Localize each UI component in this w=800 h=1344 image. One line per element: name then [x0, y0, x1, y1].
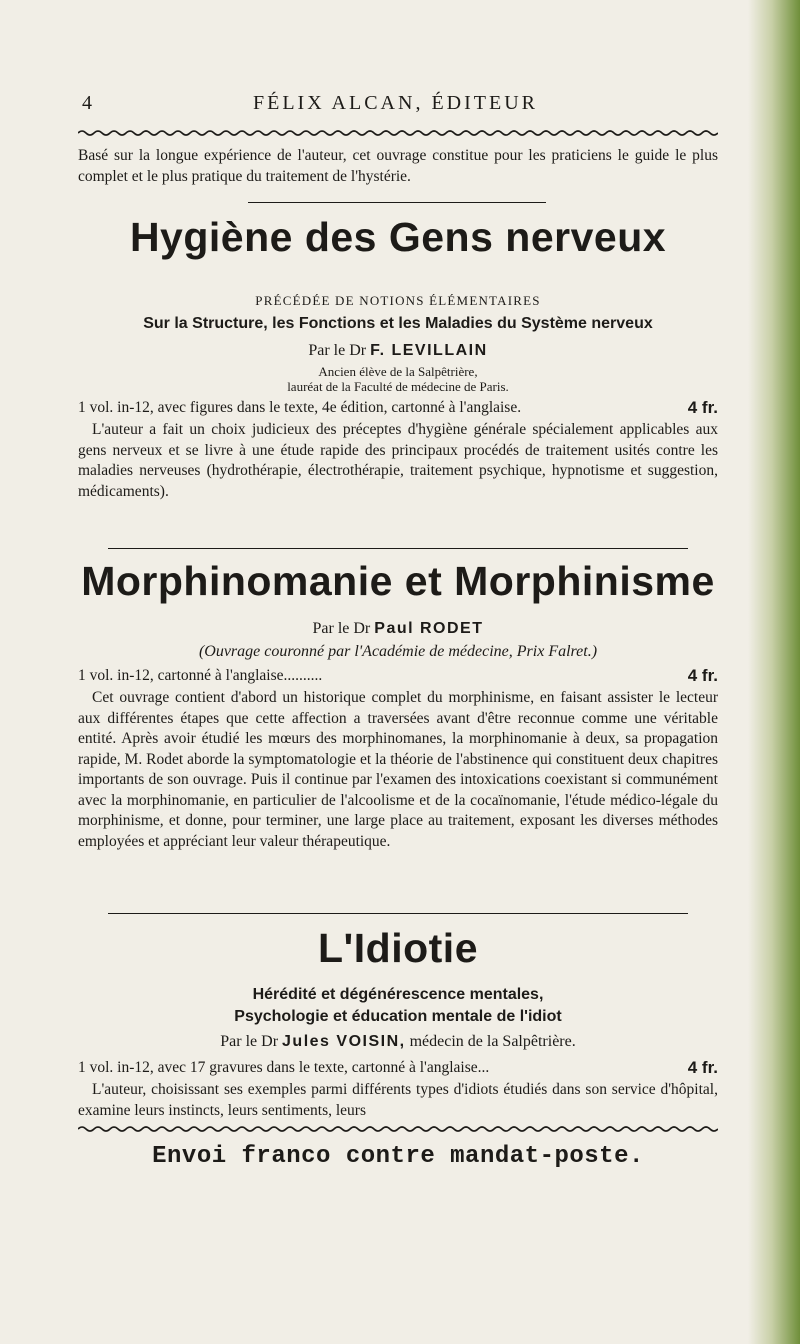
- book2-author-name: Paul RODET: [374, 620, 484, 637]
- book1-description: L'auteur a fait un choix judicieux des préceptes d'hygiène générale spécialement applicables aux gens nerveux et se livre à une étude rapide des principaux procédés de traitement usités contre les maladies nerveuses (hydrothérapie, électrothérapie, traitement psychique, hypnotisme et suggestion, médicaments).: [78, 421, 718, 500]
- book1-edition: 1 vol. in-12, avec figures dans le texte, 4e édition, cartonné à l'anglaise.: [78, 399, 522, 416]
- book2-award: (Ouvrage couronné par l'Académie de médecine, Prix Falret.): [198, 643, 598, 660]
- book3-author: [78, 1033, 718, 1051]
- publisher-name: FÉLIX ALCAN, ÉDITEUR: [253, 92, 538, 114]
- book1-title: Hygiène des Gens nerveux: [129, 214, 667, 260]
- book1-edition-line: [78, 398, 718, 419]
- book3-author-prefix: Par le Dr: [220, 1033, 279, 1050]
- book3-author-suffix: médecin de la Salpêtrière.: [409, 1033, 576, 1050]
- book2-title: Morphinomanie et Morphinisme: [81, 558, 715, 604]
- book1-author: [78, 342, 718, 360]
- book3-price: 4 fr.: [687, 1058, 718, 1077]
- divider-1: [248, 202, 546, 203]
- book1-author-name: F. LEVILLAIN: [370, 342, 488, 359]
- book2-description: Cet ouvrage contient d'abord un historique complet du morphinisme, en faisant assister le lecteur aux différentes étapes que cette affection a traversées avant d'être reconnue comme une véritable entité. Après avoir étudié les mœurs des morphinomanes, la morphinomanie à deux, sa propagation rapide, M. Rodet aborde la symptomatologie et la théorie de l'abstinence qui constituent deux chapitres importants de son ouvrage. Puis il continue par l'examen des intoxications coexistant si communément avec la morphinomanie, en particulier de l'alcoolisme et de la cocaïnomanie, l'étude médico-légale du morphinisme, et donne, pour terminer, une large place au traitement, exposant les diverses méthodes employées et appréciant leur valeur thérapeutique.: [78, 689, 718, 850]
- book2-edition-line: [78, 666, 718, 687]
- book3-edition: 1 vol. in-12, avec 17 gravures dans le texte, cartonné à l'anglaise...: [78, 1059, 490, 1076]
- book2-author-prefix: Par le Dr: [312, 620, 371, 637]
- book1-author-prefix: Par le Dr: [308, 342, 367, 359]
- book2-price: 4 fr.: [687, 666, 718, 685]
- page-edge-stain: [748, 0, 800, 1344]
- book1-credential-2: lauréat de la Faculté de médecine de Paris.: [287, 379, 509, 394]
- divider-3: [108, 913, 688, 914]
- book3-subtitle-2: Psychologie et éducation mentale de l'idiot: [234, 1008, 562, 1025]
- running-header: [78, 92, 718, 118]
- book3-title: L'Idiotie: [317, 925, 478, 971]
- divider-2: [108, 548, 688, 549]
- intro-paragraph: Basé sur la longue expérience de l'auteur, cet ouvrage constitue pour les praticiens le guide le plus complet et le plus pratique du traitement de l'hystérie.: [78, 147, 718, 185]
- book3-author-name: Jules VOISIN,: [282, 1033, 406, 1050]
- wavy-rule-top: [78, 129, 718, 137]
- book3-subtitle-1: Hérédité et dégénérescence mentales,: [252, 986, 544, 1003]
- book3-edition-line: [78, 1058, 718, 1079]
- book1-subtitle: Sur la Structure, les Fonctions et les Maladies du Système nerveux: [143, 315, 653, 332]
- page-number: 4: [82, 92, 92, 114]
- book1-price: 4 fr.: [687, 398, 718, 417]
- wavy-rule-bottom: [78, 1125, 718, 1133]
- footer-shipping-note: Envoi franco contre mandat-poste.: [152, 1143, 644, 1170]
- book1-preceded: PRÉCÉDÉE DE NOTIONS ÉLÉMENTAIRES: [255, 293, 541, 308]
- book1-credential-1: Ancien élève de la Salpêtrière,: [318, 364, 478, 379]
- book2-edition: 1 vol. in-12, cartonné à l'anglaise..........: [78, 667, 323, 684]
- book3-description: L'auteur, choisissant ses exemples parmi différents types d'idiots étudiés dans son service d'hôpital, examine leurs instincts, leurs sentiments, leurs: [78, 1081, 718, 1119]
- book2-author: [78, 620, 718, 638]
